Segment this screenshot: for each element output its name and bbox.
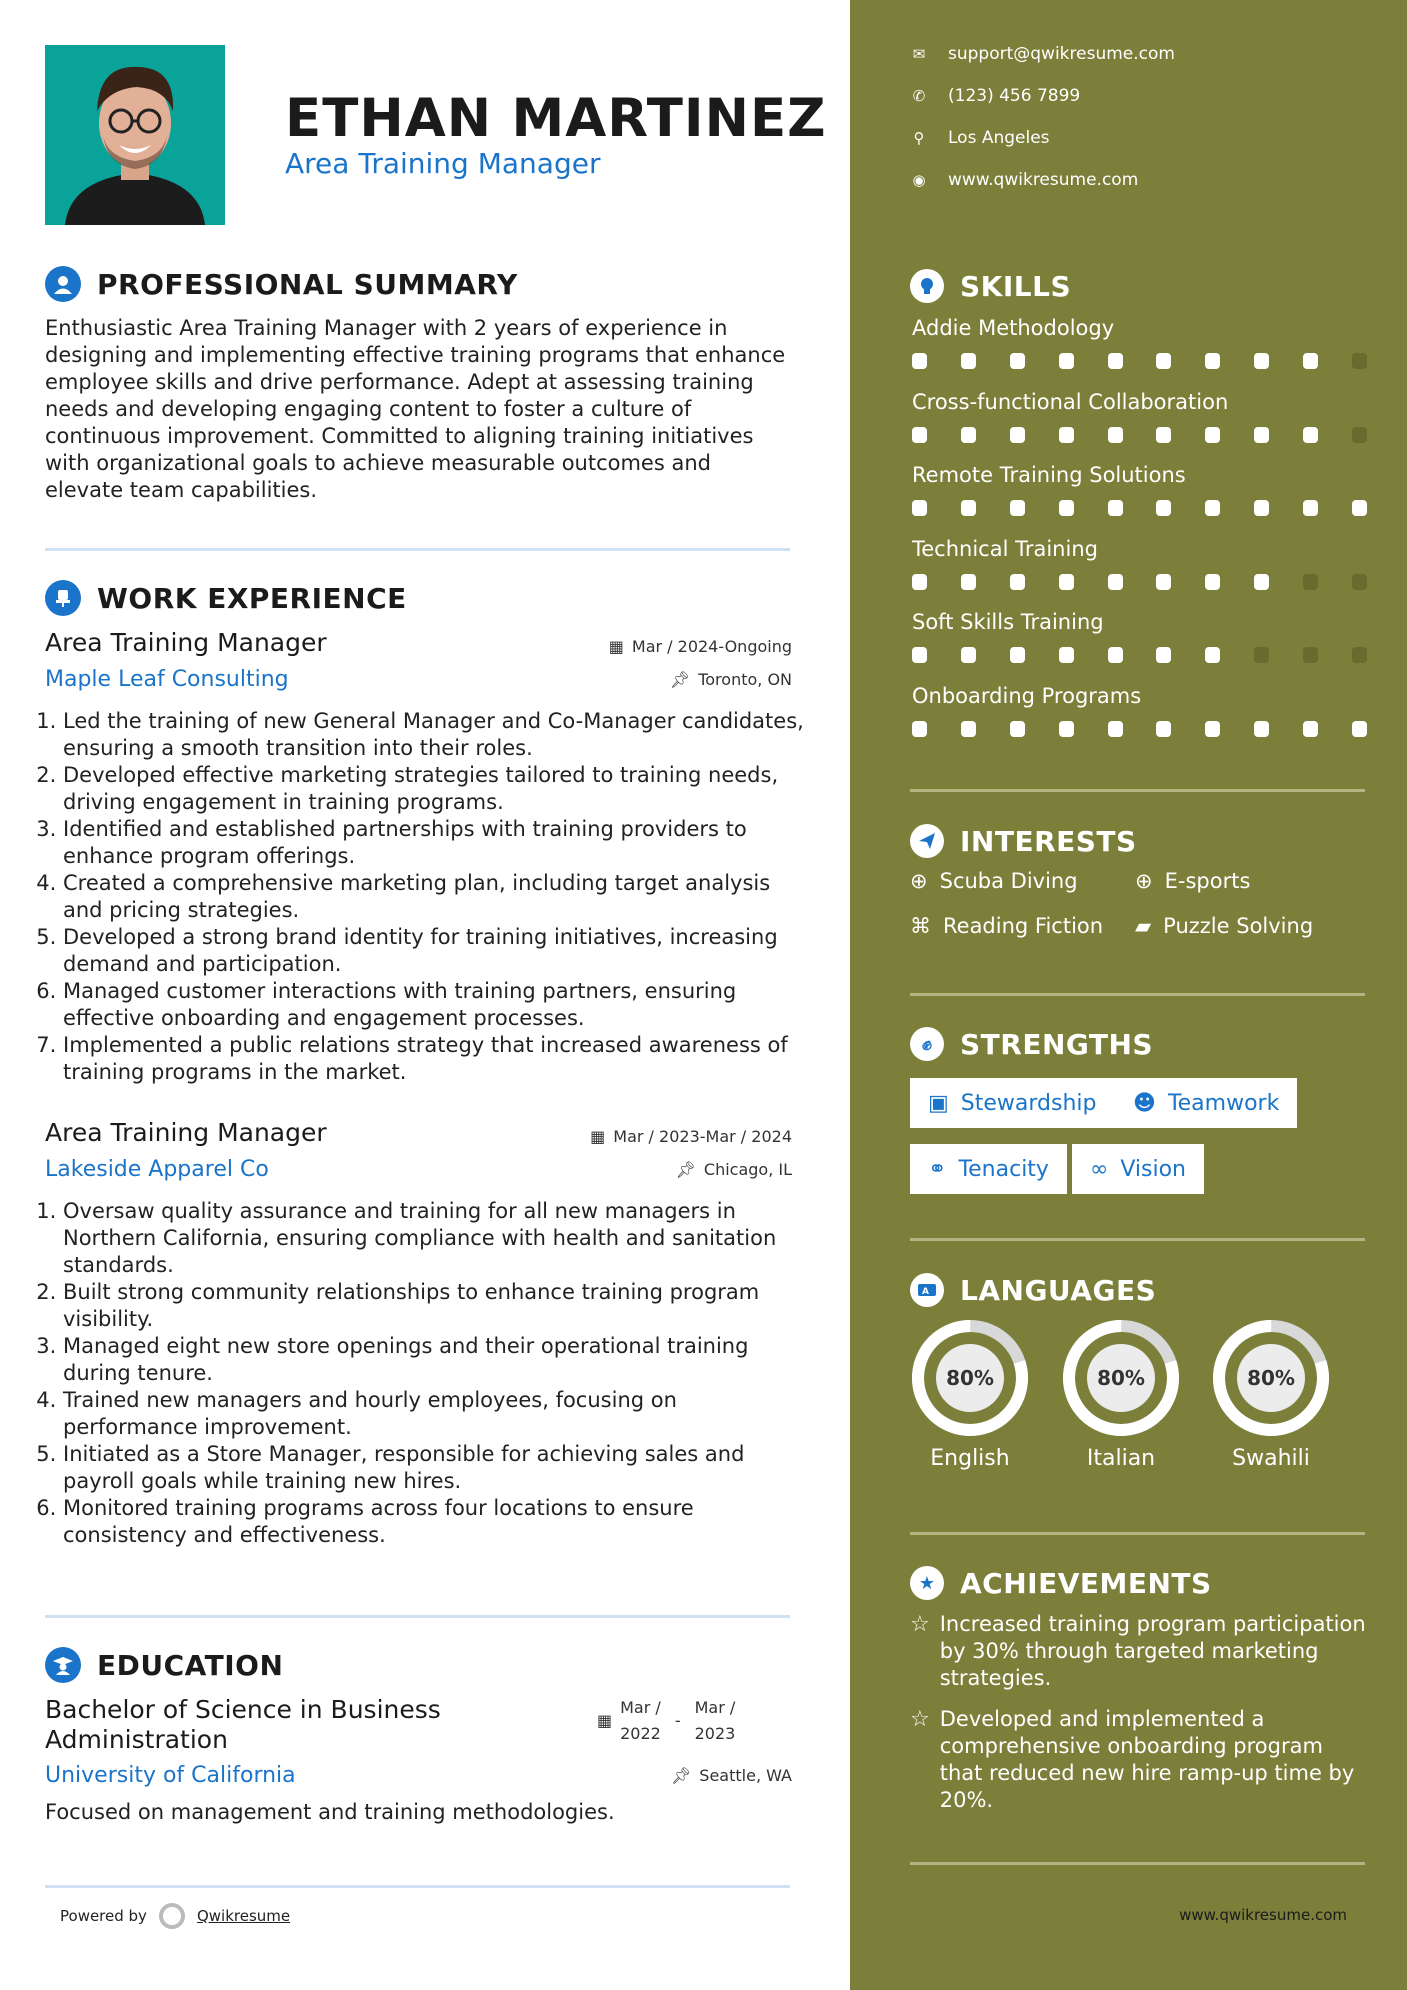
skill-rating: [912, 574, 1367, 590]
languages-title: LANGUAGES: [960, 1273, 1157, 1307]
language-item: [1211, 1318, 1331, 1471]
education-header: [45, 1647, 283, 1683]
rating-dot: [1254, 647, 1269, 663]
pin-icon: 📌︎: [669, 670, 691, 689]
job-bullets: [45, 1198, 813, 1549]
job-location: 📌︎ Chicago, IL: [675, 1160, 792, 1179]
list-item: 2. Built strong community relationships to enhance training program visibility.: [63, 1279, 813, 1333]
skill-name: Onboarding Programs: [912, 683, 1142, 708]
language-gauge: [1061, 1318, 1181, 1438]
rating-dot: [1352, 721, 1367, 737]
rating-dot: [1303, 500, 1318, 516]
interests-header: [910, 824, 1137, 858]
achievements-header: [910, 1566, 1212, 1600]
list-item: 6. Monitored training programs across four locations to ensure consistency and effectiveness.: [63, 1495, 813, 1549]
lightbulb-icon: [910, 269, 944, 303]
list-item: 5. Initiated as a Store Manager, responsible for achieving sales and payroll goals while training new hires.: [63, 1441, 813, 1495]
svg-text:A: A: [922, 1287, 929, 1297]
skill-rating: [912, 353, 1367, 369]
translate-icon: [910, 1273, 944, 1307]
rating-dot: [1352, 574, 1367, 590]
rating-dot: [912, 427, 927, 443]
pin-icon: 📌︎: [670, 1766, 692, 1785]
strength-chip: ⚭ Tenacity: [910, 1144, 1067, 1194]
rating-dot: [1059, 427, 1074, 443]
skills-title: SKILLS: [960, 269, 1072, 303]
education-description: Focused on management and training methodologies.: [45, 1800, 615, 1824]
language-name: Italian: [1086, 1446, 1156, 1471]
rating-dot: [1059, 721, 1074, 737]
section-divider: [45, 1615, 790, 1618]
language-percent: 80%: [946, 1366, 994, 1390]
interest-item: ⌘ Reading Fiction: [910, 914, 1104, 938]
list-item: 1. Led the training of new General Manager and Co-Manager candidates, ensuring a smooth transition into their roles.: [63, 708, 813, 762]
list-item: 3. Managed eight new store openings and their operational training during tenure.: [63, 1333, 813, 1387]
rating-dot: [1010, 353, 1025, 369]
rating-dot: [1059, 647, 1074, 663]
rating-dot: [1059, 353, 1074, 369]
skills-header: [910, 269, 1071, 303]
rating-dot: [961, 721, 976, 737]
list-item: 7. Implemented a public relations strategy that increased awareness of training programs in the market.: [63, 1032, 813, 1086]
interests-title: INTERESTS: [960, 824, 1137, 858]
qwikresume-link[interactable]: Qwikresume: [196, 1907, 291, 1925]
list-item: 4. Created a comprehensive marketing plan, including target analysis and pricing strategies.: [63, 870, 813, 924]
rating-dot: [912, 647, 927, 663]
footer-website[interactable]: www.qwikresume.com: [1179, 1906, 1347, 1924]
company-name: Lakeside Apparel Co: [45, 1157, 269, 1182]
rating-dot: [1059, 574, 1074, 590]
language-percent: 80%: [1247, 1366, 1295, 1390]
rating-dot: [1205, 721, 1220, 737]
link-icon: ⚭: [928, 1156, 947, 1182]
strength-chip: ▣ Stewardship: [910, 1078, 1115, 1128]
rating-dot: [1010, 647, 1025, 663]
map-marker-icon: ⚲: [913, 129, 925, 147]
rating-dot: [1156, 574, 1171, 590]
section-divider: [910, 1532, 1365, 1535]
language-name: Swahili: [1232, 1446, 1310, 1471]
languages-header: [910, 1273, 1156, 1307]
skill-rating: [912, 500, 1367, 516]
job-dates: ▦ Mar / 2024-Ongoing: [608, 637, 792, 656]
phone-icon: ✆: [912, 87, 926, 105]
rating-dot: [1254, 574, 1269, 590]
rating-dot: [1010, 721, 1025, 737]
language-gauge: [1211, 1318, 1331, 1438]
job-dates: ▦ Mar / 2023-Mar / 2024: [590, 1127, 792, 1146]
rating-dot: [1108, 574, 1123, 590]
strengths-title: STRENGTHS: [960, 1027, 1154, 1061]
language-item: [910, 1318, 1030, 1471]
rating-dot: [1254, 427, 1269, 443]
section-divider: [910, 1862, 1365, 1865]
rating-dot: [1108, 647, 1123, 663]
candidate-name: ETHAN MARTINEZ: [285, 88, 827, 149]
rating-dot: [961, 427, 976, 443]
shooting-star-icon: ☆: [910, 1707, 930, 1732]
powered-by: Powered by Qwikresume: [60, 1903, 290, 1929]
list-item: 6. Managed customer interactions with training partners, ensuring effective onboarding and engagement processes.: [63, 978, 813, 1032]
rating-dot: [1156, 647, 1171, 663]
users-icon: ☻: [1133, 1090, 1156, 1116]
skill-name: Addie Methodology: [912, 316, 1115, 340]
company-name: Maple Leaf Consulting: [45, 667, 289, 692]
rating-dot: [912, 353, 927, 369]
job-title: Area Training Manager: [45, 1118, 327, 1147]
experience-header: [45, 580, 407, 616]
rating-dot: [1352, 427, 1367, 443]
interest-item: ⊕ Scuba Diving: [910, 869, 1078, 893]
rating-dot: [1108, 427, 1123, 443]
achievements-title: ACHIEVEMENTS: [960, 1566, 1212, 1600]
skill-name: Cross-functional Collaboration: [912, 389, 1229, 414]
candidate-role: Area Training Manager: [285, 147, 601, 180]
rating-dot: [1303, 647, 1318, 663]
rating-dot: [1010, 427, 1025, 443]
rating-dot: [1303, 574, 1318, 590]
rating-dot: [912, 574, 927, 590]
envelope-icon: ✉: [912, 45, 926, 63]
list-item: 3. Identified and established partnerships with training providers to enhance program offerings.: [63, 816, 813, 870]
section-divider: [910, 789, 1365, 792]
pin-icon: 📌︎: [675, 1160, 696, 1179]
education-dates: ▦ Mar / 2022 - Mar / 2023: [597, 1698, 736, 1743]
rating-dot: [1156, 353, 1171, 369]
rating-dot: [1254, 500, 1269, 516]
rating-dot: [1254, 721, 1269, 737]
rating-dot: [961, 574, 976, 590]
rating-dot: [1205, 353, 1220, 369]
strengths-header: [910, 1027, 1153, 1061]
rating-dot: [1205, 500, 1220, 516]
rating-dot: [1059, 500, 1074, 516]
section-divider: [910, 993, 1365, 996]
experience-title: WORK EXPERIENCE: [97, 581, 407, 615]
rating-dot: [1205, 647, 1220, 663]
rating-dot: [1010, 500, 1025, 516]
rating-dot: [1205, 427, 1220, 443]
summary-title: PROFESSIONAL SUMMARY: [97, 267, 518, 301]
profile-photo: [45, 45, 225, 225]
school-name: University of California: [45, 1763, 296, 1788]
summary-text: Enthusiastic Area Training Manager with 2 years of experience in designing and implementing effective training programs that enhance employee skills and drive performance. Adept at assessing training needs and developing engaging content to foster a culture of continuous improvement. Committed to aligning training initiatives with organizational goals to achieve measurable outcomes and elevate team capabilities.: [45, 316, 786, 502]
shooting-star-icon: ☆: [910, 1612, 930, 1637]
list-item: 2. Developed effective marketing strategies tailored to training needs, driving engagement in training programs.: [63, 762, 813, 816]
contact-phone[interactable]: ✆ (123) 456 7899: [910, 86, 1080, 106]
rating-dot: [912, 721, 927, 737]
rating-dot: [1156, 427, 1171, 443]
book-icon: ▰: [1135, 914, 1152, 938]
list-item: 1. Oversaw quality assurance and training for all new managers in Northern California, ensuring compliance with health and sanitation standards.: [63, 1198, 813, 1279]
sidebar: [850, 0, 1407, 1990]
section-divider: [45, 1885, 790, 1888]
rating-dot: [1205, 574, 1220, 590]
rating-dot: [1108, 500, 1123, 516]
job-location: 📌︎ Toronto, ON: [669, 670, 792, 689]
language-item: [1061, 1318, 1181, 1471]
globe-icon: ◉: [912, 171, 926, 189]
calendar-icon: ▦: [597, 1711, 613, 1730]
rating-dot: [1303, 721, 1318, 737]
section-divider: [910, 1238, 1365, 1241]
interest-item: ▰ Puzzle Solving: [1135, 914, 1314, 938]
skill-name: Remote Training Solutions: [912, 463, 1186, 487]
lifebuoy-icon: ⊕: [910, 869, 928, 893]
rating-dot: [1303, 427, 1318, 443]
rating-dot: [961, 353, 976, 369]
briefcase-icon: ▣: [928, 1090, 949, 1116]
strength-chip: ∞ Vision: [1072, 1144, 1204, 1194]
graduate-icon: [45, 1647, 81, 1683]
contact-email[interactable]: ✉ support@qwikresume.com: [910, 44, 1175, 64]
qwikresume-logo-icon: [159, 1903, 185, 1929]
rating-dot: [1352, 353, 1367, 369]
job-title: Area Training Manager: [45, 628, 327, 657]
skill-name: Technical Training: [912, 536, 1098, 561]
achievement-item: ☆ Developed and implemented a comprehensive onboarding program that reduced new hire ramp-up time by 20%.: [910, 1707, 1355, 1812]
strength-chip: ☻ Teamwork: [1115, 1078, 1297, 1128]
degree-title: Bachelor of Science in Business Administration: [45, 1695, 441, 1754]
rating-dot: [1010, 574, 1025, 590]
skill-name: Soft Skills Training: [912, 610, 1104, 634]
lifebuoy-icon: ⊕: [1135, 869, 1153, 893]
interest-item: ⊕ E-sports: [1135, 869, 1251, 893]
education-location: 📌︎ Seattle, WA: [670, 1766, 792, 1785]
rating-dot: [961, 647, 976, 663]
rating-dot: [1254, 353, 1269, 369]
contact-website[interactable]: ◉ www.qwikresume.com: [910, 170, 1138, 190]
language-name: English: [930, 1446, 1010, 1471]
list-item: 5. Developed a strong brand identity for training initiatives, increasing demand and participation.: [63, 924, 813, 978]
summary-header: [45, 266, 518, 302]
rating-dot: [912, 500, 927, 516]
skill-rating: [912, 647, 1367, 663]
rating-dot: [1156, 721, 1171, 737]
rating-dot: [1108, 353, 1123, 369]
star-badge-icon: ★: [910, 1566, 944, 1600]
section-divider: [45, 548, 790, 551]
rating-dot: [1108, 721, 1123, 737]
binoculars-icon: ∞: [1090, 1156, 1109, 1182]
paper-plane-icon: [910, 824, 944, 858]
rating-dot: [1303, 353, 1318, 369]
list-item: 4. Trained new managers and hourly employees, focusing on performance improvement.: [63, 1387, 813, 1441]
skill-rating: [912, 721, 1367, 737]
language-percent: 80%: [1097, 1366, 1145, 1390]
user-icon: [45, 266, 81, 302]
language-gauge: [910, 1318, 1030, 1438]
chair-icon: [45, 580, 81, 616]
achievement-item: ☆ Increased training program participation by 30% through targeted marketing strategies.: [910, 1612, 1366, 1690]
fist-icon: ✊︎: [910, 1027, 944, 1061]
rating-dot: [1352, 647, 1367, 663]
rating-dot: [961, 500, 976, 516]
rating-dot: [1156, 500, 1171, 516]
calendar-icon: ▦: [608, 637, 624, 656]
education-title: EDUCATION: [97, 1648, 284, 1682]
gamepad-icon: ⌘: [910, 914, 931, 938]
rating-dot: [1352, 500, 1367, 516]
job-bullets: [45, 708, 813, 1086]
calendar-icon: ▦: [590, 1127, 606, 1146]
skill-rating: [912, 427, 1367, 443]
contact-location: ⚲ Los Angeles: [910, 128, 1050, 148]
